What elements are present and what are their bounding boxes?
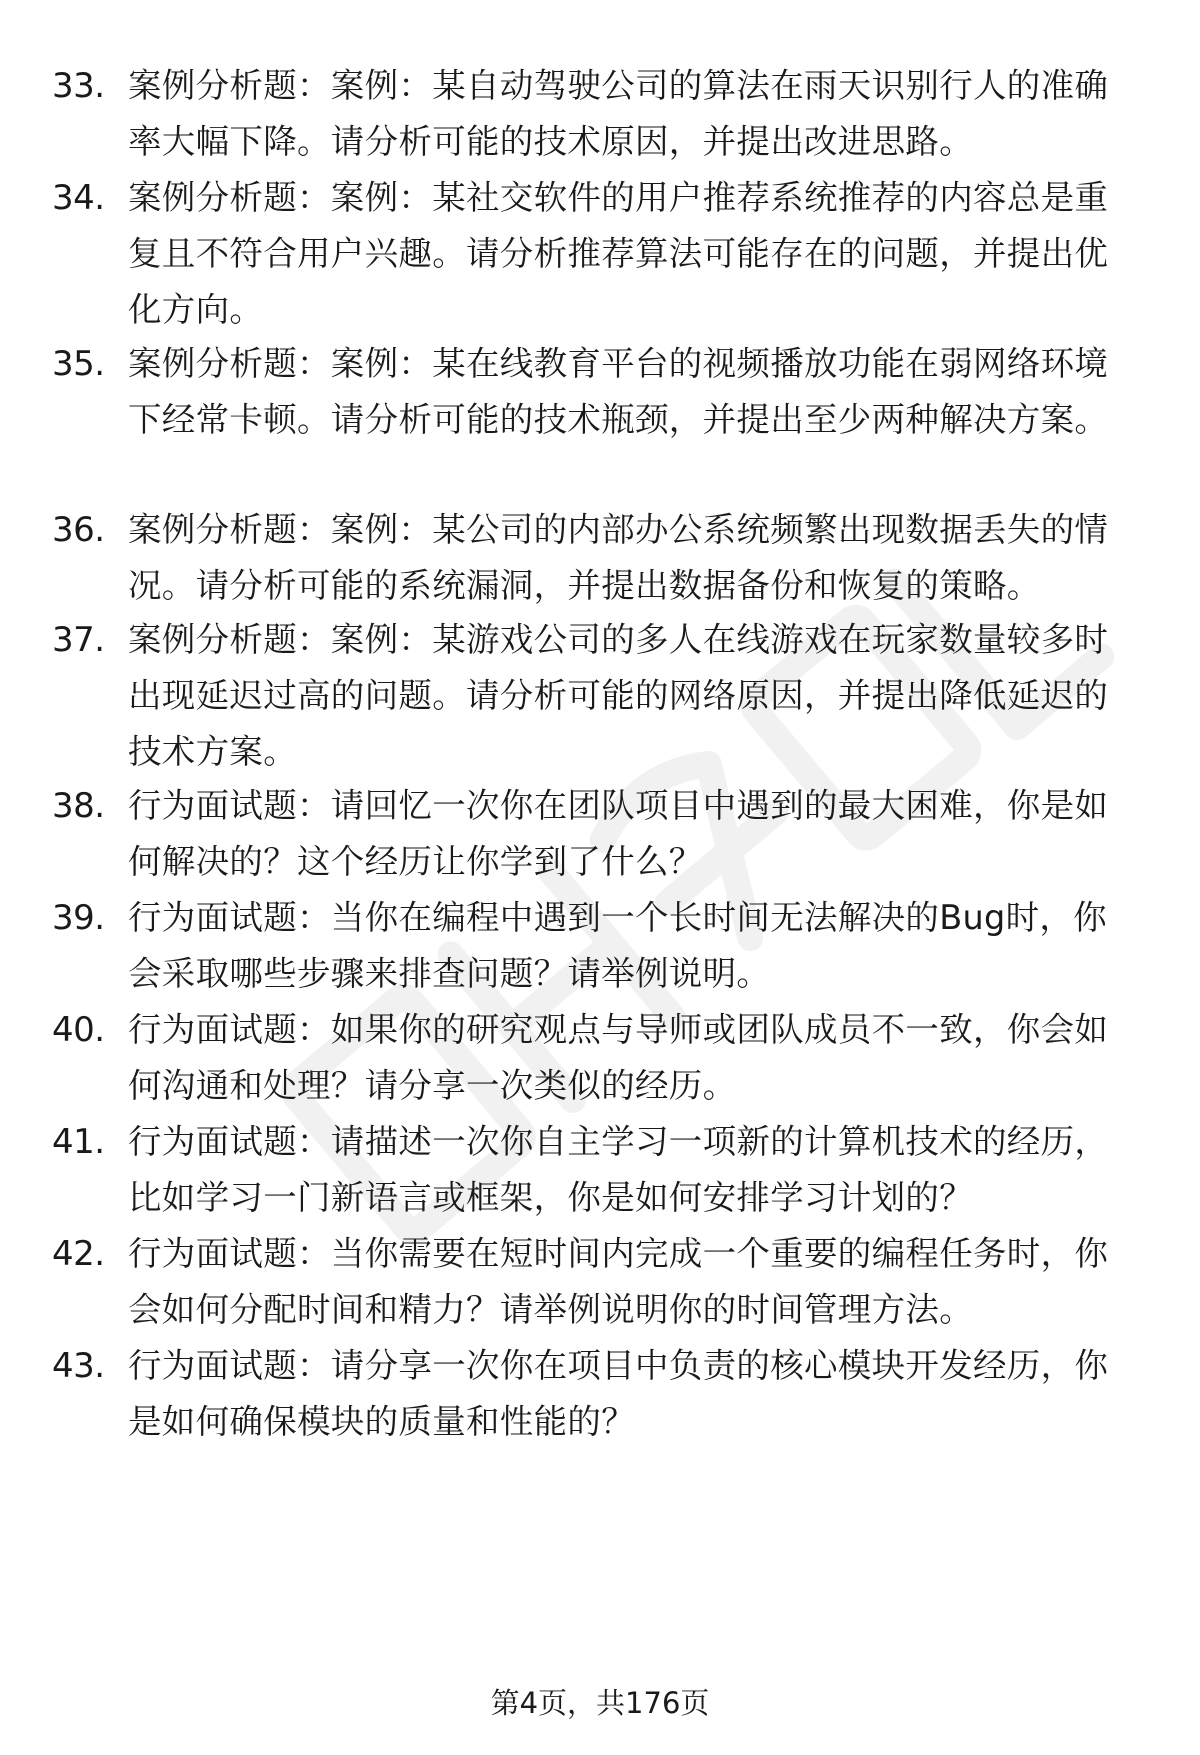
question-text: 案例分析题：案例：某社交软件的用户推荐系统推荐的内容总是重复且不符合用户兴趣。请分析推荐算法可能存在的问题，并提出优化方向。 [128, 178, 1109, 329]
question-number: 40. [52, 1010, 105, 1050]
question-text: 行为面试题：如果你的研究观点与导师或团队成员不一致，你会如何沟通和处理？请分享一次类似的经历。 [128, 1010, 1109, 1105]
question-text: 行为面试题：当你在编程中遇到一个长时间无法解决的Bug时，你会采取哪些步骤来排查问题？请举例说明。 [128, 898, 1107, 993]
question-number: 38. [52, 786, 105, 826]
question-text: 案例分析题：案例：某在线教育平台的视频播放功能在弱网络环境下经常卡顿。请分析可能的技术瓶颈，并提出至少两种解决方案。 [128, 344, 1109, 439]
question-text: 行为面试题：当你需要在短时间内完成一个重要的编程任务时，你会如何分配时间和精力？请举例说明你的时间管理方法。 [128, 1234, 1109, 1329]
question-number: 36. [52, 510, 105, 550]
question-number: 35. [52, 344, 105, 384]
question-text: 案例分析题：案例：某自动驾驶公司的算法在雨天识别行人的准确率大幅下降。请分析可能的技术原因，并提出改进思路。 [128, 66, 1109, 161]
question-number: 43. [52, 1346, 105, 1386]
page-footer [0, 1683, 1200, 1723]
question-number: 41. [52, 1122, 105, 1162]
question-number: 33. [52, 66, 105, 106]
question-text: 行为面试题：请分享一次你在项目中负责的核心模块开发经历，你是如何确保模块的质量和性能的？ [128, 1346, 1109, 1441]
question-text: 行为面试题：请描述一次你自主学习一项新的计算机技术的经历，比如学习一门新语言或框架，你是如何安排学习计划的？ [128, 1122, 1109, 1217]
question-text: 行为面试题：请回忆一次你在团队项目中遇到的最大困难，你是如何解决的？这个经历让你学到了什么？ [128, 786, 1109, 881]
page-number-label: 第4页，共176页 [490, 1686, 710, 1720]
question-text: 案例分析题：案例：某游戏公司的多人在线游戏在玩家数量较多时出现延迟过高的问题。请分析可能的网络原因，并提出降低延迟的技术方案。 [128, 620, 1109, 771]
question-number: 37. [52, 620, 105, 660]
question-number: 34. [52, 178, 105, 218]
question-text: 案例分析题：案例：某公司的内部办公系统频繁出现数据丢失的情况。请分析可能的系统漏洞，并提出数据备份和恢复的策略。 [128, 510, 1109, 605]
question-number: 39. [52, 898, 105, 938]
question-number: 42. [52, 1234, 105, 1274]
